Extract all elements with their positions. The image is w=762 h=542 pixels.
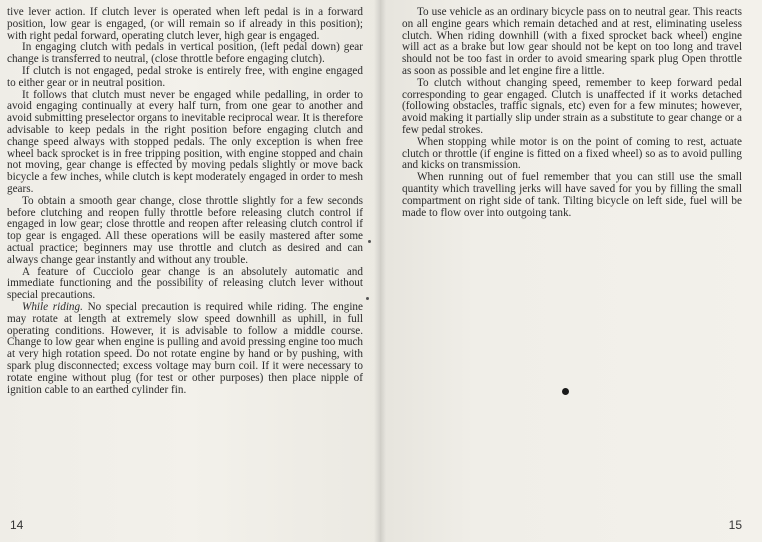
page-number-right: 15 bbox=[728, 518, 742, 532]
page-number-left: 14 bbox=[10, 518, 24, 532]
paragraph: To obtain a smooth gear change, close throttle slightly for a few seconds before clutching and reopen fully throttle before releasing clutch control if engaged in low gear; close throttle and reopen after releasing clutch control if top gear is engaged. All these operations will be easily mastered after some actual practice; beginners may use throttle and clutch as desired and can always change gear instantly and without any trouble. bbox=[7, 194, 363, 266]
paragraph: It follows that clutch must never be engaged while pedalling, in order to avoid engaging continually at every half turn, from one gear to another and avoid submitting preselector organs to inevitable reciprocal wear. It is therefore advisable to keep pedals in the right position before engaging clutch and change speed always with stopped pedals. The only exception is when free wheel back sprocket is in free tripping position, with engine stopped and chain not moving, gear change is effected by moving pedals slightly or move back bicycle a few inches, while clutch is kept moderately engaged in order to mesh gears. bbox=[7, 88, 363, 195]
paragraph: To use vehicle as an ordinary bicycle pass on to neutral gear. This reacts on all engine gears which remain detached and at rest, eliminating useless clutch. When riding downhill (with a fixed sprocket back wheel) engine will act as a brake but low gear should not be kept on too long and travel should not be too fast in order to avoid smearing spark plug Open throttle as soon as possible and let engine fire a little. bbox=[402, 6, 742, 77]
book-gutter bbox=[374, 0, 386, 542]
right-page bbox=[380, 0, 762, 542]
left-page-text bbox=[7, 7, 363, 396]
paragraph: If clutch is not engaged, pedal stroke is entirely free, with engine engaged to either gear or in neutral position. bbox=[7, 64, 363, 89]
ink-dot bbox=[562, 388, 569, 395]
paragraph: When stopping while motor is on the point of coming to rest, actuate clutch or throttle (if engine is fitted on a fixed wheel) so as to avoid pulling and kicks on transmission. bbox=[402, 135, 742, 172]
paragraph bbox=[7, 302, 363, 396]
italic-lead: While riding. bbox=[22, 300, 83, 313]
paragraph: When running out of fuel remember that you can still use the small quantity which travelling jerks will have saved for you by filling the small compartment on right side of tank. Tilting bicycle on left side, fuel will be made to flow over into outgoing tank. bbox=[402, 171, 742, 219]
paragraph: A feature of Cucciolo gear change is an absolutely automatic and immediate functioning and the possibility of releasing clutch lever without special precautions. bbox=[7, 265, 363, 302]
paragraph: In engaging clutch with pedals in vertical position, (left pedal down) gear change is transferred to neutral, (close throttle before engaging clutch). bbox=[7, 41, 363, 66]
paragraph-body: No special precaution is required while riding. The engine may rotate at length at extremely slow speed downhill as uphill, in full operating conditions. However, it is advisable to follow a middle course. Change to low gear when engine is pulling and avoid pressing engine too much at very high rotation speed. Do not rotate engine by hand or by pushing, with spark plug disconnected; excess voltage may burn coil. If it were necessary to rotate engine without plug (for test or other purposes) then place nipple of ignition cable to an earthed cylinder fin. bbox=[7, 300, 363, 396]
ink-speck bbox=[366, 297, 369, 300]
paragraph: tive lever action. If clutch lever is operated when left pedal is in a forward position, low gear is engaged, (or will remain so if already in this position); with right pedal forward, operating clutch lever, high gear is engaged. bbox=[7, 6, 363, 42]
ink-speck bbox=[368, 240, 371, 243]
left-page bbox=[0, 0, 380, 542]
right-page-text bbox=[402, 7, 742, 219]
paragraph: To clutch without changing speed, remember to keep forward pedal corresponding to gear engaged. Clutch is unaffected if it works detached (following obstacles, traffic signals, etc) even for a few minutes; however, avoid making it partially slip under strain as a substitute to gear change or a few pedal strokes. bbox=[402, 76, 742, 136]
